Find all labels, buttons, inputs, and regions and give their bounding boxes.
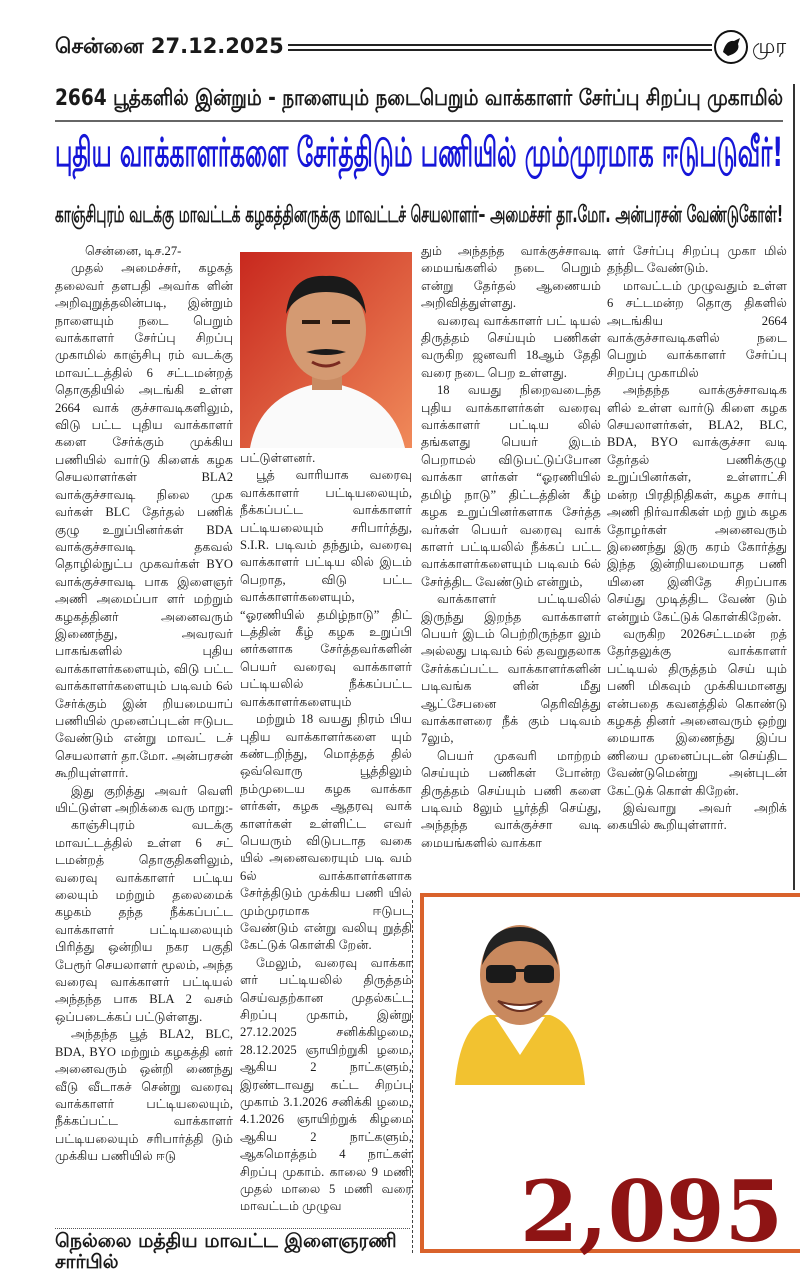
paragraph: அந்தந்த பூத் BLA2, BLC, BDA, BYO மற்றும் கழகத்தி னர் அனைவரும் ஒன்றி ணைந்து வீடு வீடாகச் சென்று வரைவு வாக்காளர் பட்டியலையும், நீக்கப்பட்ட வாக்காளர் பட்டியலையும் சரிபார்த்தி டும் முக்கிய பணியில் ஈடு bbox=[55, 1027, 233, 1164]
article-column-2 bbox=[240, 450, 412, 1223]
article-kicker: 2664 பூத்களில் இன்றும் - நாளையும் நடைபெறும் வாக்காளர் சேர்ப்பு சிறப்பு முகாமில் bbox=[55, 86, 784, 111]
advert-number: 2,095 bbox=[520, 1162, 784, 1261]
paragraph: மாவட்டம் முழுவதும் உள்ள 6 சட்டமன்ற தொகு திகளில் அடங்கிய 2664 வாக்குச்சாவடிகளில் நடை பெறும் வாக்காளர் சேர்ப்பு சிறப்பு முகாமில் bbox=[607, 278, 787, 380]
article-column-3 bbox=[421, 243, 601, 883]
masthead-rule bbox=[288, 44, 712, 51]
paragraph: 18 வயது நிறைவடைந்த புதிய வாக்காளர்கள் வரைவு வாக்காளர் பட்டிய லில் தங்களது பெயர் இடம் பெறாமல் விடுபட்டுப்போன வாக்கா ளர்கள் “ஓரணியில் தமிழ் நாடு” திட்டத்தின் கீழ் கழக உறுப்பினர்களாக சேர்த்த வர்கள் பெயர் வரைவு வாக் காளர் பட்டியலில் நீக்கப் பட்ட வாக்காளர்களையும் படிவம் 6ல் சேர்த்திட வேண்டும் என்றும், bbox=[421, 383, 601, 589]
adjacent-article-border bbox=[793, 84, 800, 890]
paragraph: வருகிற 2026சட்டமன் றத் தேர்தலுக்கு வாக்காளர் பட்டியல் திருத்தம் செய் யும் பணி மிகவும் முக்கியமானது என்பதை கவனத்தில் கொண்டு கழகத் தினர் அனைவரும் ஒற்று மையாக இணைந்து இப்ப ணியை முனைப்புடன் செய்திட வேண்டுமென்று அன்புடன் கேட்டுக் கொள் கிறேன். bbox=[607, 626, 787, 798]
leader-portrait bbox=[450, 905, 590, 1085]
paragraph: தும் அந்தந்த வாக்குச்சாவடி மையங்களில் நடை பெறும் என்று தேர்தல் ஆணையம் அறிவித்துள்ளது. bbox=[421, 244, 601, 311]
rising-sun-logo-icon bbox=[714, 30, 748, 64]
minister-photo bbox=[240, 252, 412, 448]
paragraph: காஞ்சிபுரம் வடக்கு மாவட்டத்தில் உள்ள 6 சட் டமன்றத் தொகுதிகளிலும், வரைவு வாக்காளர் பட்டிய லையும் மற்றும் தலைமைக் கழகம் தந்த நீக்கப்பட்ட வாக்காளர் பட்டியலையும் பிரித்து ஒன்றிய நகர பகுதி பேரூர் செயலாளர் மூலம், அந்த வரைவு வாக்காளர் பட்டியல் அந்தந்த பாக BLA 2 வசம் ஒப்படைக்கப் பட்டுள்ளது. bbox=[55, 818, 233, 1024]
paper-name: முர bbox=[752, 34, 787, 58]
article-end-divider bbox=[55, 1228, 410, 1229]
column-divider bbox=[412, 900, 413, 1253]
paragraph: வாக்காளர் பட்டியலில் இருந்து இறந்த வாக்காளர் பெயர் இடம் பெற்றிருந்தா லும் அல்லது படிவம் 6ல் தவறுதலாக சேர்க்கப்பட்ட வாக்காளர்களின் படிவங்க ளின் மீது ஆட்சேபனை தெரிவித்து வாக்காளரை நீக் கும் படிவம் 7லும், bbox=[421, 592, 601, 746]
paragraph: மேலும், வரைவு வாக்கா ளர் பட்டியலில் திருத்தம் செய்வதற்கான முதல்கட்ட சிறப்பு முகாம், இன்று 27.12.2025 சனிக்கிழமை, 28.12.2025 ஞாயிற்றுகி ழமை, ஆகிய 2 நாட்களும், இரண்டாவது கட்ட சிறப்பு முகாம் 3.1.2026 சனிக்கி ழமை, 4.1.2026 ஞாயிற்றுக் கிழமை ஆகிய 2 நாட்களும், ஆகமொத்தம் 4 நாட்கள் சிறப்பு முகாம். காலை 9 மணி முதல் மாலை 5 மணி வரை மாவட்டம் முழுவ bbox=[240, 955, 412, 1214]
paragraph: இவ்வாறு அவர் அறிக் கையில் கூறியுள்ளார். bbox=[607, 801, 787, 833]
dateline: சென்னை 27.12.2025 bbox=[55, 34, 284, 58]
paragraph: ளர் சேர்ப்பு சிறப்பு முகா மில் தந்திட வேண்டும். bbox=[607, 244, 787, 276]
article-subhead: காஞ்சிபுரம் வடக்கு மாவட்டக் கழகத்தினருக்கு மாவட்டச் செயலாளர்– அமைச்சர் தா.மோ. அன்பரசன் வேண்டுகோள்! bbox=[55, 202, 784, 228]
paragraph: அந்தந்த வாக்குச்சாவடிக ளில் உள்ள வார்டு கிளை கழக செயலாளர்கள், BLA2, BLC, BDA, BYO வாக்குச்சா வடி தேர்தல் பணிக்குழு உறுப்பினர்கள், உள்ளாட்சி மன்ற பிரதிநிதிகள், கழக சார்பு அணி நிர்வாகிகள் மற் றும் கழக தோழர்கள் அனைவரும் இணைந்து இரு கரம் கோர்த்து இந்த இன்றியமையாத பணி யினை இனிதே சிறப்பாக செய்து முடித்திட வேண் டும் என்றும் கேட்டுக் கொள்கிறேன். bbox=[607, 383, 787, 624]
next-article-headline: நெல்லை மத்திய மாவட்ட இளைஞரணி சார்பில் bbox=[55, 1230, 397, 1273]
kicker-divider bbox=[55, 120, 783, 122]
paragraph: இது குறித்து அவர் வெளி யிட்டுள்ள அறிக்கை வரு மாறு:- bbox=[55, 783, 233, 815]
paragraph: வரைவு வாக்காளர் பட் டியல் திருத்தம் செய்யும் பணிகள் வருகிற ஜனவரி 18ஆம் தேதி வரை நடை பெற உள்ளது. bbox=[421, 313, 601, 380]
paragraph: பெயர் முகவரி மாற்றம் செய்யும் பணிகள் போன்ற திருத்தம் செய்யும் பணி களை படிவம் 8லும் பூர்த்தி செய்து, அந்தந்த வாக்குச்சா வடி மையங்களில் வாக்கா bbox=[421, 748, 601, 850]
paragraph: மற்றும் 18 வயது நிரம் பிய புதிய வாக்காளர்களை யும் கண்டறிந்து, மொத்தத் தில் ஒவ்வொரு பூத்திலும் நம்முடைய கழக வாக்கா ளர்கள், கழக ஆதரவு வாக் காளர்கள் உள்ளிட்ட எவர் பெயரும் விடுபடாத வகை யில் அனைவரையும் படி வம் 6ல் வாக்காளர்களாக சேர்த்திடும் முக்கிய பணி யில் மும்முரமாக ஈடுபட வேண்டும் என்று வலியு றுத்தி கேட்டுக் கொள்கி றேன். bbox=[240, 712, 412, 953]
paragraph: பட்டுள்ளனர். bbox=[240, 451, 316, 465]
article-headline: புதிய வாக்காளர்களை சேர்த்திடும் பணியில் மும்முரமாக ஈடுபடுவீர்! bbox=[55, 130, 784, 176]
article-column-1 bbox=[55, 243, 233, 1223]
article-column-4 bbox=[607, 243, 787, 893]
dateline-paragraph: சென்னை, டிச.27- bbox=[85, 244, 182, 258]
paragraph: முதல் அமைச்சர், கழகத் தலைவர் தளபதி அவர்க ளின் அறிவுறுத்தலின்படி, இன்றும் நாளையும் நடை பெறும் வாக்காளர் சேர்ப்பு சிறப்பு முகாமில் காஞ்சிபு ரம் வடக்கு மாவட்டத்தில் 6 சட்டமன்றத் தொகுதியில் அடங்கி உள்ள 2664 வாக் குச்சாவடிகளிலும், விடு பட்ட புதிய வாக்காளர் களை சேர்க்கும் முக்கிய பணியில் வார்டு கிளைக் கழக செயலாளர்கள் BLA2 வாக்குச்சாவடி நிலை முக வர்கள் BLC தேர்தல் பணிக் குழு உறுப்பினர்கள் BDA வாக்குச்சாவடி தகவல் தொழில்நுட்ப முகவர்கள் BYO வாக்குச்சாவடி பாக இளைஞர் அணி அமைப்பா ளர் மற்றும் கழகத்தினர் அனைவரும் இணைந்து, அவரவர் பாகங்களில் புதிய வாக்காளர்களையும், விடு பட்ட வாக்காளர்களையும் படிவம் 6ல் சேர்க்கும் இன் றியமையாப் பணியில் முனைப்புடன் ஈடுபட வேண்டும் என்று மாவட் டச் செயலாளர் தா.மோ. அன்பரசன் கூறியுள்ளார். bbox=[55, 261, 233, 781]
paragraph: பூத் வாரியாக வரைவு வாக்காளர் பட்டியலையும், நீக்கப்பட்ட வாக்காளர் பட்டியலையும் சரிபார்த்து, S.I.R. படிவம் தந்தும், வரைவு வாக்காளர் பட்டிய லில் இடம் பெறாத, விடு பட்ட வாக்காளர்களையும், “ஓரணியில் தமிழ்நாடு” திட் டத்தின் கீழ் கழக உறுப்பி னர்களாக சேர்த்தவர்களின் பெயர் வரைவு வாக்காளர் பட்டியலில் நீக்கப்பட்ட வாக்காளர்களையும் bbox=[240, 468, 412, 709]
